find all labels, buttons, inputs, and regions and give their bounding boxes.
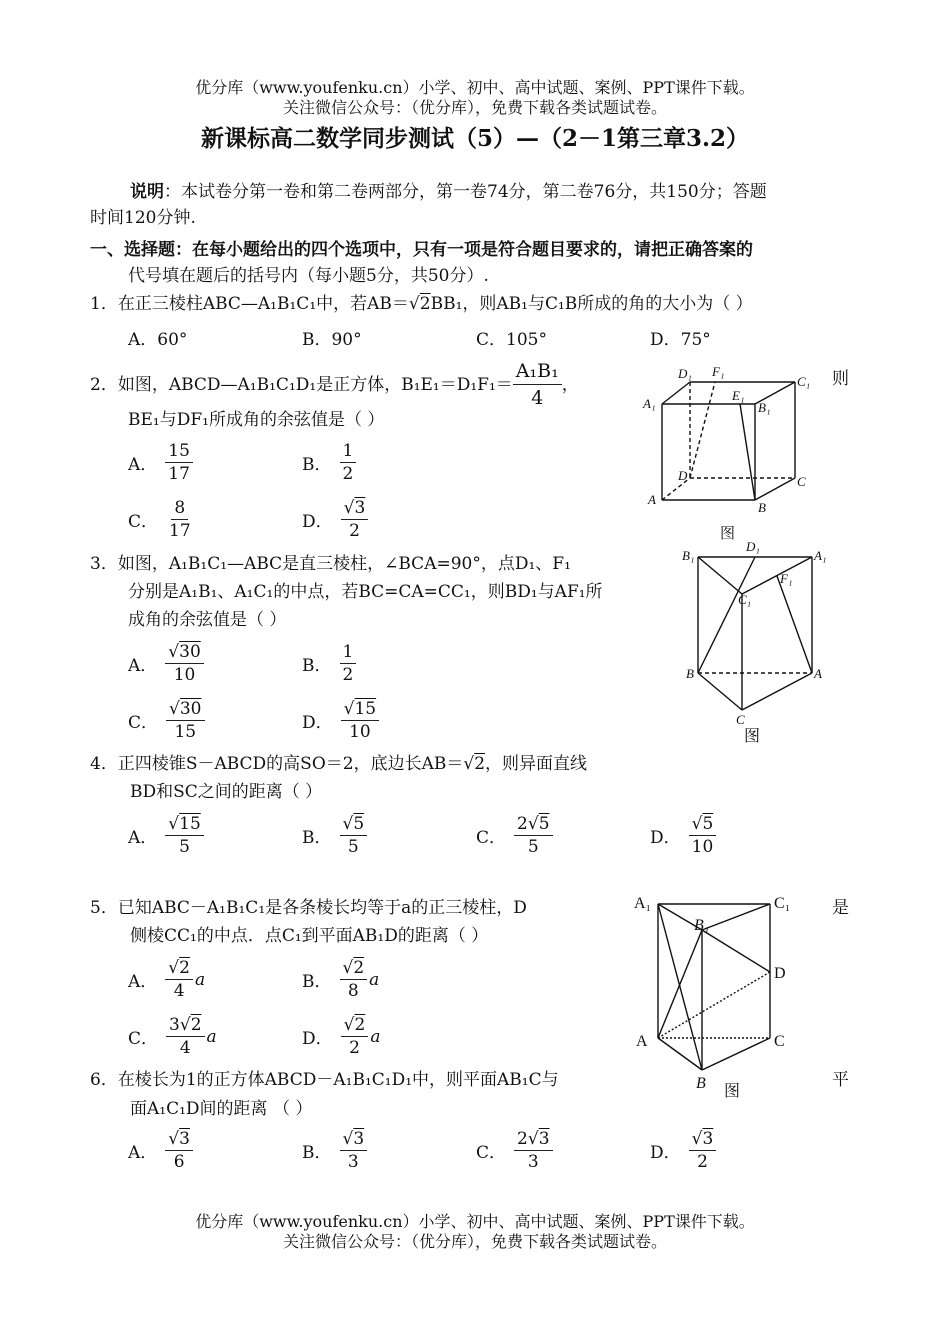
q4-b-label: B． [302, 828, 332, 848]
q3-a-rad: 30 [179, 642, 201, 662]
q3-fig-label-c: C [736, 712, 745, 727]
q5-line-2: 侧棱CC₁的中点．点C₁到平面AB₁D的距离（ ） [130, 926, 489, 946]
q3-a-frac [165, 641, 203, 686]
q3-a-num: √30 [165, 641, 203, 664]
q3-fig-label-f1: F₁ [780, 571, 793, 586]
footer-line-2: 关注微信公众号：（优分库），免费下载各类试题试卷。 [282, 1232, 667, 1251]
q4-option-a[interactable] [128, 813, 204, 858]
q3-figure-prism [680, 540, 840, 750]
q5-fig-label-c: C [774, 1033, 785, 1050]
q2-fig-caption: 图 [720, 526, 736, 542]
q6-c-coef: 2 [517, 1129, 528, 1149]
q6-line-1: 6．在棱长为1的正方体ABCD－A₁B₁C₁D₁中，则平面AB₁C与 [90, 1070, 559, 1090]
q4-d-num: √5 [689, 813, 717, 836]
q2-b-frac [340, 440, 357, 485]
q6-c-frac [514, 1128, 553, 1173]
q6-d-rad: 3 [702, 1129, 714, 1149]
q4-a-num: √15 [165, 813, 203, 836]
q3-option-d[interactable] [302, 698, 379, 743]
q4-d-frac [689, 813, 717, 858]
q4-c-coef: 2 [517, 814, 528, 834]
q3-d-num: √15 [341, 698, 379, 721]
q1-option-b[interactable]: B．90° [302, 330, 362, 350]
q5-a-rad: 2 [179, 958, 190, 978]
q4-a-rad: 15 [179, 814, 201, 834]
q4-text-b: ，则异面直线 [485, 754, 588, 774]
q2-fraction [513, 358, 562, 411]
q2-fig-label-f1: F₁ [712, 364, 725, 379]
q2-option-d[interactable] [302, 497, 368, 542]
q6-c-num: 2√3 [514, 1128, 553, 1151]
section1-line-1: 一、选择题：在每小题给出的四个选项中，只有一项是符合题目要求的，请把正确答案的 [90, 240, 753, 260]
q6-b-label: B． [302, 1143, 332, 1163]
q5-d-den: 2 [349, 1038, 360, 1058]
q5-d-label: D． [302, 1029, 333, 1049]
q5-b-label: B． [302, 972, 332, 992]
q2-option-c[interactable] [128, 497, 194, 542]
q2-text-a: 2．如图，ABCD—A₁B₁C₁D₁是正方体，B₁E₁＝D₁F₁＝ [90, 374, 513, 395]
q6-d-den: 2 [697, 1152, 708, 1172]
q4-a-den: 5 [179, 837, 190, 857]
q6-a-label: A． [128, 1143, 158, 1163]
q2-d-den: 2 [349, 521, 360, 541]
q3-fig-label-b1: B₁ [682, 548, 695, 563]
q3-fig-label-a: A [814, 666, 822, 681]
q5-c-frac [166, 1014, 205, 1059]
q4-sqrt-value: 2 [474, 754, 486, 774]
q2-fig-label-a: A [648, 492, 656, 507]
q6-a-den: 6 [173, 1152, 185, 1172]
q4-text-a: 4．正四棱锥S－ABCD的高SO＝2，底边长AB＝ [90, 754, 464, 774]
q5-line-1: 5．已知ABC－A₁B₁C₁是各条棱长均等于a的正三棱柱，D [90, 898, 527, 918]
q3-b-den: 2 [342, 665, 354, 685]
q2-a-den: 17 [168, 464, 190, 484]
q5-c-rad: 2 [190, 1015, 202, 1035]
q6-c-label: C． [476, 1143, 507, 1163]
q2-b-label: B． [302, 455, 332, 475]
note-line-2: 时间120分钟. [90, 208, 196, 228]
q6-line-2: 面A₁C₁D间的距离 （ ） [130, 1099, 313, 1119]
q6-option-c[interactable] [476, 1128, 553, 1173]
q5-c-den: 4 [179, 1038, 191, 1058]
q4-c-rad: 5 [538, 814, 550, 834]
q3-option-a[interactable] [128, 641, 204, 686]
q4-option-c[interactable] [476, 813, 553, 858]
q5-a-var: a [194, 969, 206, 990]
q6-d-label: D． [650, 1143, 681, 1163]
q2-frac-den: 4 [531, 387, 544, 409]
q3-fig-label-c1: C₁ [738, 592, 752, 607]
q2-d-label: D． [302, 512, 333, 532]
note-line-1 [130, 180, 767, 204]
q6-b-frac [340, 1128, 368, 1173]
q2-c-den: 17 [169, 521, 191, 541]
q3-a-den: 10 [173, 665, 196, 685]
q3-fig-label-d1: D₁ [746, 540, 760, 554]
q4-option-b[interactable] [302, 813, 367, 858]
q6-a-rad: 3 [179, 1129, 190, 1149]
q2-frac-num: A₁B₁ [513, 358, 562, 385]
q5-b-var: a [369, 969, 380, 990]
q2-option-b[interactable] [302, 440, 356, 485]
q4-c-den: 5 [527, 837, 539, 857]
q5-d-rad: 2 [354, 1015, 366, 1035]
q5-fig-label-a: A [636, 1033, 648, 1050]
q5-fig-label-b: B [696, 1075, 706, 1092]
q2-a-frac [165, 440, 193, 485]
q4-c-frac [514, 813, 553, 858]
q5-c-var: a [206, 1026, 217, 1047]
q5-d-num: √2 [341, 1014, 369, 1037]
q1-text-a: 1．在正三棱柱ABC—A₁B₁C₁中，若AB＝ [90, 294, 409, 314]
q5-c-num: 3√2 [166, 1014, 205, 1037]
q2-a-label: A． [128, 455, 158, 475]
q6-b-den: 3 [347, 1152, 359, 1172]
q2-text-b: ， [561, 374, 579, 395]
q2-fig-label-a1: A₁ [643, 396, 656, 411]
q3-b-num: 1 [340, 641, 357, 664]
q6-b-rad: 3 [353, 1129, 365, 1149]
q2-fig-label-e1: E₁ [732, 388, 745, 403]
q3-fig-label-a1: A₁ [814, 548, 827, 563]
q1-option-a[interactable]: A．60° [128, 330, 188, 350]
note-text: ：本试卷分第一卷和第二卷两部分，第一卷74分，第二卷76分，共150分；答题 [164, 182, 767, 202]
q1-sqrt: √2 [408, 294, 431, 314]
q2-option-a[interactable] [128, 440, 193, 485]
q6-right-word: 平 [832, 1070, 849, 1090]
q2-c-frac [166, 497, 194, 542]
q2-stem [90, 358, 579, 411]
q5-fig-label-b1: B₁ [694, 917, 710, 934]
q3-fig-label-b: B [686, 666, 694, 681]
q4-sqrt: √2 [463, 754, 486, 774]
q4-b-frac [340, 813, 368, 858]
section1-line-2: 代号填在题后的括号内（每小题5分，共50分）. [128, 266, 489, 286]
q1-option-d[interactable]: D．75° [650, 330, 711, 350]
q3-c-rad: 30 [179, 699, 202, 719]
q4-a-frac [165, 813, 203, 858]
q5-b-rad: 2 [353, 958, 365, 978]
q5-a-den: 4 [173, 981, 185, 1001]
q5-c-coef: 3 [169, 1015, 180, 1035]
header-line-1: 优分库（www.youfenku.cn）小学、初中、高中试题、案例、PPT课件下载。 [195, 78, 755, 97]
q6-d-frac [689, 1128, 717, 1173]
q4-line-2: BD和SC之间的距离（ ） [130, 782, 323, 802]
q2-d-num: √3 [341, 497, 369, 520]
q6-option-d[interactable] [650, 1128, 716, 1173]
q5-fig-label-a1: A₁ [634, 895, 652, 912]
q2-a-num: 15 [165, 440, 193, 463]
footer-line-1: 优分库（www.youfenku.cn）小学、初中、高中试题、案例、PPT课件下载。 [195, 1212, 755, 1231]
q2-figure-cube [640, 362, 820, 542]
q3-d-label: D． [302, 713, 333, 733]
q2-d-rad: 3 [354, 498, 366, 518]
q5-a-label: A． [128, 972, 158, 992]
page-title: 新课标高二数学同步测试（5）—（2－1第三章3.2） [200, 125, 750, 152]
q3-c-num: √30 [166, 698, 204, 721]
q5-c-label: C． [128, 1029, 159, 1049]
q5-option-d[interactable] [302, 1014, 380, 1059]
q3-d-rad: 15 [354, 699, 377, 719]
q3-c-label: C． [128, 713, 159, 733]
q3-b-frac [340, 641, 357, 686]
q5-d-frac [341, 1014, 369, 1059]
q5-a-frac [165, 957, 193, 1002]
q2-fig-label-b: B [758, 500, 766, 515]
q2-fig-label-c1: C₁ [797, 374, 811, 389]
q4-c-label: C． [476, 828, 507, 848]
q6-a-frac [165, 1128, 193, 1173]
q2-c-label: C． [128, 512, 159, 532]
q3-d-frac [341, 698, 379, 743]
q2-d-frac [341, 497, 369, 542]
q2-fig-label-d: D [678, 468, 688, 483]
q3-option-b[interactable] [302, 641, 356, 686]
q2-fig-label-b1: B₁ [758, 400, 771, 415]
q5-option-c[interactable] [128, 1014, 217, 1059]
q2-b-den: 2 [342, 464, 354, 484]
q3-b-label: B． [302, 656, 332, 676]
q6-d-num: √3 [689, 1128, 717, 1151]
q5-a-num: √2 [165, 957, 193, 980]
q4-c-num: 2√5 [514, 813, 553, 836]
q4-option-d[interactable] [650, 813, 716, 858]
q3-c-den: 15 [174, 722, 197, 742]
q6-c-den: 3 [527, 1152, 539, 1172]
q5-fig-label-c1: C₁ [774, 895, 791, 912]
q4-d-den: 10 [691, 837, 714, 857]
header-line-2: 关注微信公众号：（优分库），免费下载各类试题试卷。 [282, 98, 667, 117]
q2-right-word: 则 [832, 369, 849, 389]
q3-line-3: 成角的余弦值是（ ） [128, 610, 287, 630]
q5-figure-prism [630, 890, 810, 1102]
q5-option-b[interactable] [302, 957, 379, 1002]
q3-option-c[interactable] [128, 698, 205, 743]
q6-b-num: √3 [340, 1128, 368, 1151]
q5-b-den: 8 [347, 981, 359, 1001]
q1-stem [90, 292, 753, 316]
q6-c-rad: 3 [538, 1129, 550, 1149]
q2-fig-label-d1: D₁ [678, 366, 692, 381]
q5-b-frac [340, 957, 368, 1002]
q2-c-num: 8 [171, 497, 188, 520]
q6-option-b[interactable] [302, 1128, 367, 1173]
q3-c-frac [166, 698, 204, 743]
q5-fig-label-d: D [774, 965, 786, 982]
q5-right-word: 是 [832, 898, 849, 918]
q4-b-den: 5 [347, 837, 359, 857]
q4-d-label: D． [650, 828, 681, 848]
q4-line-1 [90, 752, 587, 776]
q5-fig-caption: 图 [724, 1083, 741, 1100]
note-label: 说明 [130, 182, 164, 202]
q4-a-label: A． [128, 828, 158, 848]
q5-option-a[interactable] [128, 957, 205, 1002]
q1-option-c[interactable]: C．105° [476, 330, 547, 350]
q4-b-num: √5 [340, 813, 368, 836]
q3-a-label: A． [128, 656, 158, 676]
q3-fig-caption: 图 [744, 728, 761, 745]
q6-option-a[interactable] [128, 1128, 193, 1173]
q4-b-rad: 5 [353, 814, 365, 834]
q3-line-2: 分别是A₁B₁、A₁C₁的中点，若BC=CA=CC₁，则BD₁与AF₁所 [128, 582, 603, 602]
q2-line-2: BE₁与DF₁所成角的余弦值是（ ） [128, 410, 385, 430]
q3-d-den: 10 [349, 722, 371, 742]
q1-sqrt-value: 2 [419, 294, 431, 314]
q2-fig-label-c: C [797, 474, 806, 489]
q3-line-1: 3．如图，A₁B₁C₁—ABC是直三棱柱，∠BCA=90°，点D₁、F₁ [90, 554, 571, 574]
q4-d-rad: 5 [702, 814, 714, 834]
q6-a-num: √3 [165, 1128, 193, 1151]
q1-text-b: BB₁，则AB₁与C₁B所成的角的大小为（ ） [430, 294, 753, 314]
q2-b-num: 1 [340, 440, 357, 463]
q5-b-num: √2 [340, 957, 368, 980]
q5-d-var: a [370, 1026, 381, 1047]
